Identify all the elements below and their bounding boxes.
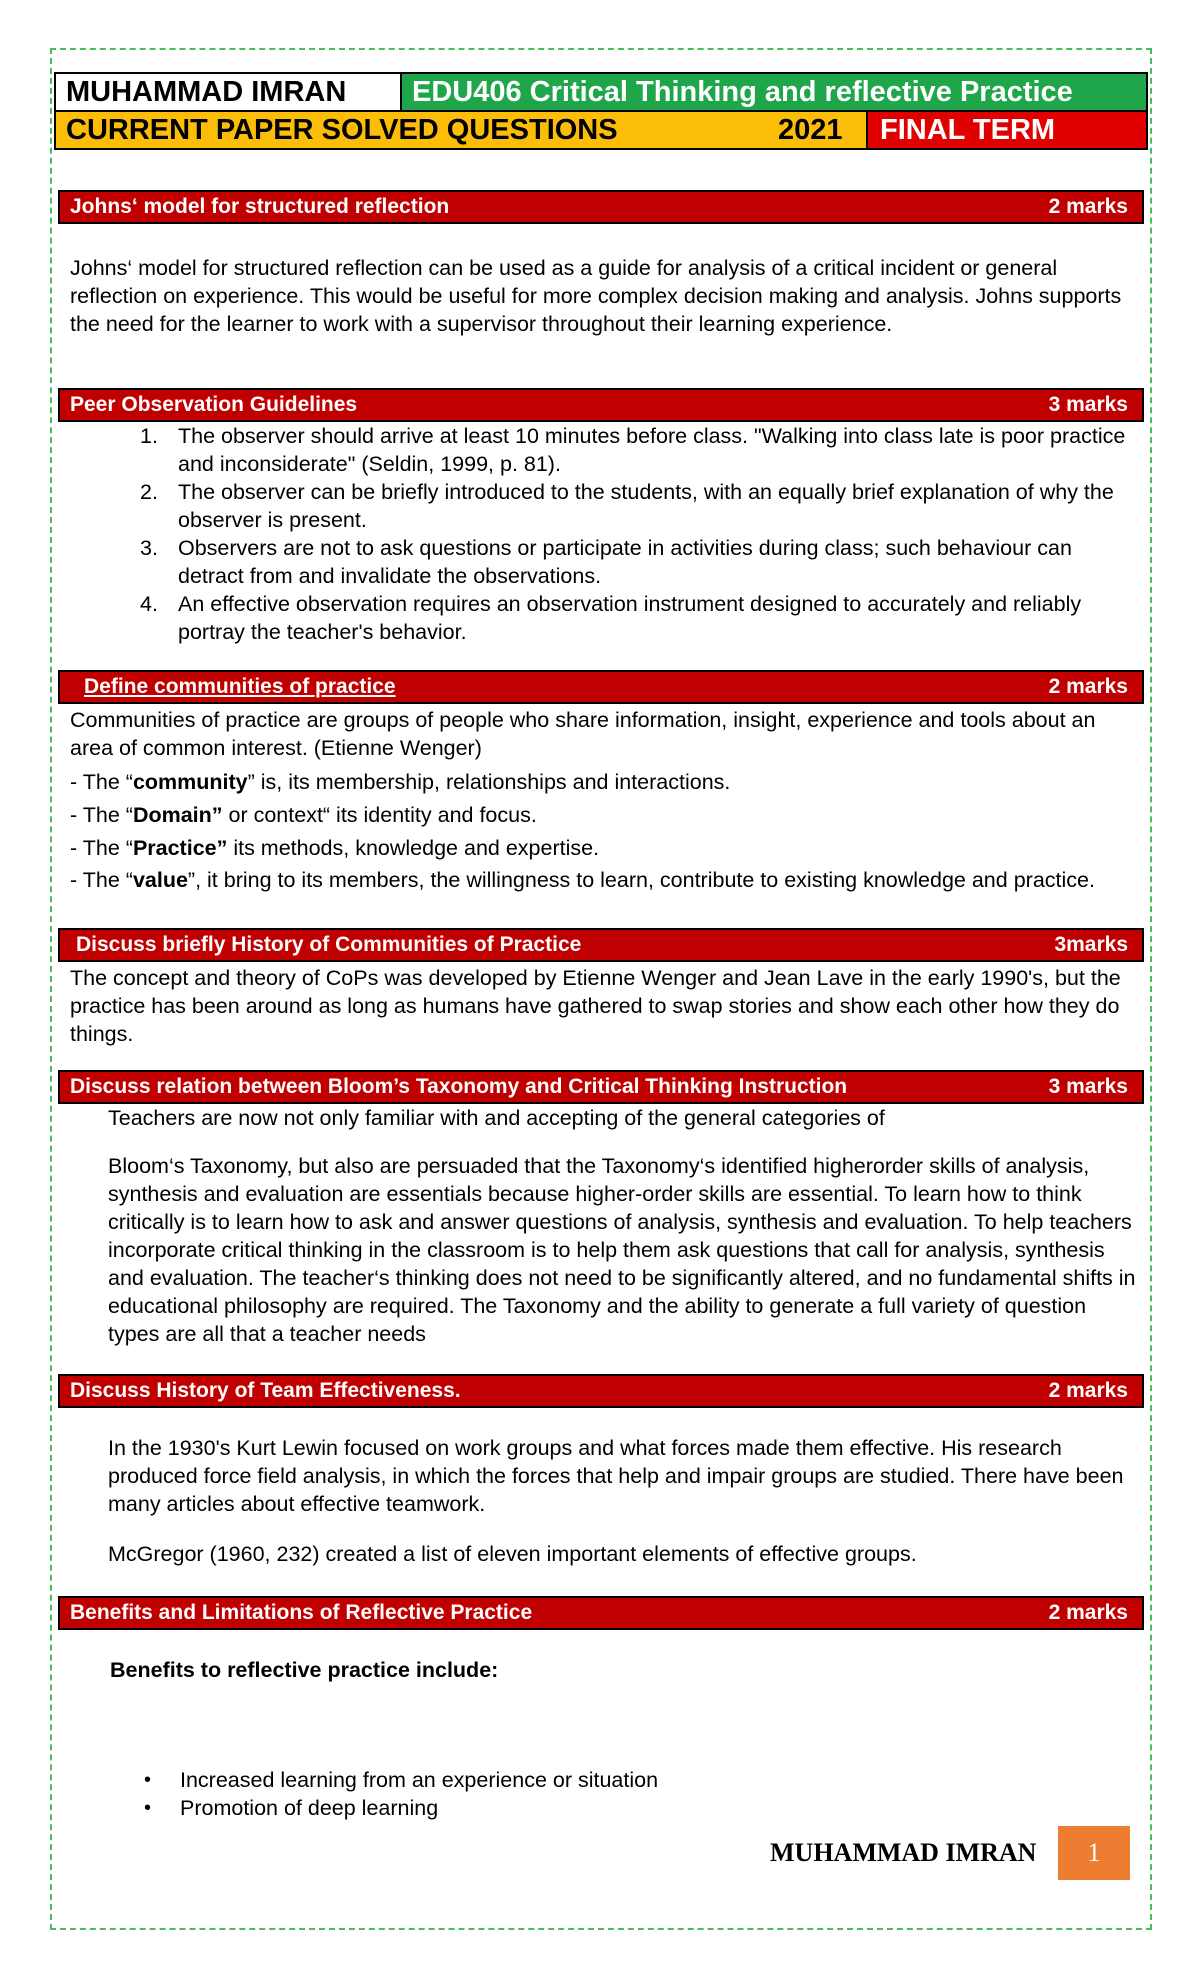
section-title: Discuss History of Team Effectiveness.: [70, 1379, 461, 1402]
section-bar-history-cop: [58, 928, 1144, 962]
bloom-paragraph: Bloom‘s Taxonomy, but also are persuaded that the Taxonomy‘s identified higherorder skills of analysis, synthesis and evaluation are essentials because higher-order skills are essential. To learn how to think critically is to learn how to ask and answer questions of analysis, synthesis and evaluation. To help teachers incorporate critical thinking in the classroom is to help them ask questions that call for analysis, synthesis and evaluation. The teacher‘s thinking does not need to be significantly altered, and no fundamental shifts in educational philosophy are required. The Taxonomy and the ability to generate a full variety of question types are all that a teacher needs: [108, 1154, 1136, 1346]
list-item: 1. The observer should arrive at least 10 minutes before class. "Walking into class late is poor practice and inconsiderate" (Seldin, 1999, p. 81).: [140, 424, 1126, 476]
section-title: Peer Observation Guidelines: [70, 393, 358, 416]
section-marks: 2 marks: [1048, 1601, 1128, 1624]
header-row-2: [54, 110, 1148, 150]
section-title: Benefits and Limitations of Reflective Practice: [70, 1601, 533, 1624]
section-title: Discuss relation between Bloom’s Taxonomy and Critical Thinking Instruction: [70, 1075, 848, 1098]
section-marks: 3 marks: [1048, 1075, 1128, 1098]
benefits-list: [140, 1766, 940, 1822]
section-bar-bloom: [58, 1070, 1144, 1104]
cop-line-value: - The “value”, it bring to its members, the willingness to learn, contribute to existing knowledge and practice.: [70, 868, 1095, 892]
list-item: • Increased learning from an experience or situation: [140, 1766, 940, 1794]
section-bar-team-effectiveness: [58, 1374, 1144, 1408]
team-paragraph-2: McGregor (1960, 232) created a list of eleven important elements of effective groups.: [108, 1542, 917, 1566]
bloom-intro: Teachers are now not only familiar with and accepting of the general categories of: [108, 1106, 885, 1130]
header-paper-title: CURRENT PAPER SOLVED QUESTIONS: [66, 113, 618, 146]
section-marks: 2 marks: [1048, 195, 1128, 218]
cop-line-domain: - The “Domain” or context“ its identity and focus.: [70, 803, 537, 827]
list-item: • Promotion of deep learning: [140, 1794, 940, 1822]
header-paper-cell: [56, 112, 866, 148]
section-title: Define communities of practice: [84, 675, 396, 698]
section-marks: 2 marks: [1048, 1379, 1128, 1402]
header-author-name: MUHAMMAD IMRAN: [56, 74, 400, 110]
footer-author-name: MUHAMMAD IMRAN: [770, 1838, 1037, 1867]
section-bar-johns: [58, 190, 1144, 224]
section-bar-benefits: [58, 1596, 1144, 1630]
section-marks: 3 marks: [1048, 393, 1128, 416]
page-number: 1: [1058, 1826, 1130, 1880]
header-row-1: [54, 72, 1148, 112]
peer-guidelines-list: [140, 422, 1140, 646]
section-title: Discuss briefly History of Communities of Practice: [76, 933, 582, 956]
list-item: 3. Observers are not to ask questions or participate in activities during class; such behaviour can detract from and invalidate the observations.: [140, 536, 1072, 588]
section-title: Johns‘ model for structured reflection: [70, 195, 450, 218]
header-course-title: EDU406 Critical Thinking and reflective Practice: [400, 74, 1146, 110]
section-bar-communities-of-practice: [58, 670, 1144, 704]
section-bar-peer-observation: [58, 388, 1144, 422]
cop-line-community: - The “community” is, its membership, relationships and interactions.: [70, 770, 731, 794]
johns-paragraph: Johns‘ model for structured reflection can be used as a guide for analysis of a critical incident or general reflection on experience. This would be useful for more complex decision making and analysis. Johns supports the need for the learner to work with a supervisor throughout their learning experience.: [70, 256, 1122, 336]
list-item: 4. An effective observation requires an observation instrument designed to accurately and reliably portray the teacher's behavior.: [140, 592, 1082, 644]
cop-definition: Communities of practice are groups of people who share information, insight, experience and tools about an area of common interest. (Etienne Wenger): [70, 708, 1096, 760]
header-year: 2021: [778, 113, 843, 146]
header-term: FINAL TERM: [866, 112, 1146, 148]
list-item: 2. The observer can be briefly introduced to the students, with an equally brief explanation of why the observer is present.: [140, 480, 1114, 532]
team-paragraph-1: In the 1930's Kurt Lewin focused on work groups and what forces made them effective. His research produced force field analysis, in which the forces that help and impair groups are studied. There have been many articles about effective teamwork.: [108, 1436, 1124, 1516]
benefits-subheading: Benefits to reflective practice include:: [110, 1658, 499, 1682]
cop-line-practice: - The “Practice” its methods, knowledge and expertise.: [70, 836, 600, 860]
history-cop-paragraph: The concept and theory of CoPs was developed by Etienne Wenger and Jean Lave in the early 1990's, but the practice has been around as long as humans have gathered to swap stories and show each other how they do things.: [70, 966, 1121, 1046]
section-marks: 3marks: [1054, 933, 1128, 956]
section-marks: 2 marks: [1048, 675, 1128, 698]
